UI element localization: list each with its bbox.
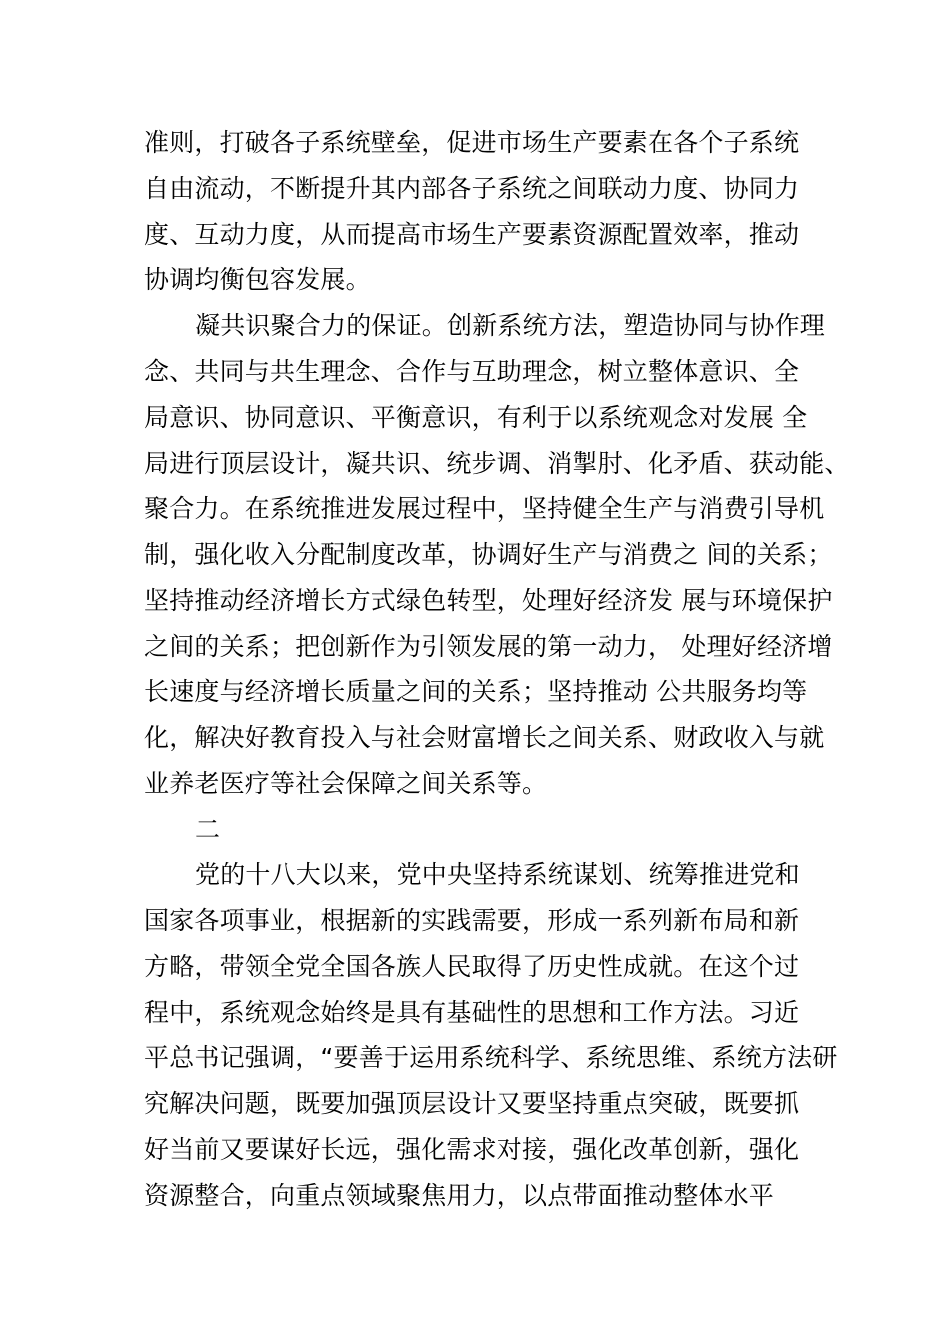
text-line: 度、互动力度，从而提高市场生产要素资源配置效率，推动 — [144, 220, 800, 249]
text-line: 好当前又要谋好长远，强化需求对接，强化改革创新，强化 — [144, 1135, 800, 1164]
text-line: 长速度与经济增长质量之间的关系；坚持推动 公共服务均等 — [144, 677, 808, 706]
text-line: 之间的关系；把创新作为引领发展的第一动力， 处理好经济增 — [144, 632, 833, 661]
text-line: 究解决问题，既要加强顶层设计又要坚持重点突破，既要抓 — [144, 1089, 800, 1118]
text-line: 聚合力。在系统推进发展过程中，坚持健全生产与消费引导机 — [144, 494, 825, 523]
text-line: 程中，系统观念始终是具有基础性的思想和工作方法。习近 — [144, 998, 800, 1027]
text-line: 局意识、协同意识、平衡意识，有利于以系统观念对发展 全 — [144, 403, 808, 432]
text-line: 念、共同与共生理念、合作与互助理念，树立整体意识、全 — [144, 357, 800, 386]
text-line: 制，强化收入分配制度改革，协调好生产与消费之 间的关系； — [144, 540, 833, 569]
text-line: 坚持推动经济增长方式绿色转型，处理好经济发 展与环境保护 — [144, 586, 833, 615]
text-line: 局进行顶层设计，凝共识、统步调、消掣肘、化矛盾、获动能、 — [144, 449, 850, 478]
text-line: 国家各项事业，根据新的实践需要，形成一系列新布局和新 — [144, 906, 800, 935]
text-line: 准则，打破各子系统壁垒，促进市场生产要素在各个子系统 — [144, 128, 800, 157]
paragraph-first-line: 党的十八大以来，党中央坚持系统谋划、统筹推进党和 — [195, 860, 800, 889]
section-heading: 二 — [195, 815, 221, 844]
text-line: 业养老医疗等社会保障之间关系等。 — [144, 769, 548, 798]
paragraph-first-line: 凝共识聚合力的保证。创新系统方法，塑造协同与协作理 — [195, 311, 826, 340]
text-line: 协调均衡包容发展。 — [144, 265, 371, 294]
text-line: 化，解决好教育投入与社会财富增长之间关系、财政收入与就 — [144, 723, 825, 752]
text-line: 资源整合，向重点领域聚焦用力，以点带面推动整体水平 — [144, 1181, 775, 1210]
text-line: 方略，带领全党全国各族人民取得了历史性成就。在这个过 — [144, 952, 800, 981]
text-line: 自由流动，不断提升其内部各子系统之间联动力度、协同力 — [144, 174, 800, 203]
text-line: 平总书记强调，“要善于运用系统科学、系统思维、系统方法研 — [144, 1043, 838, 1072]
